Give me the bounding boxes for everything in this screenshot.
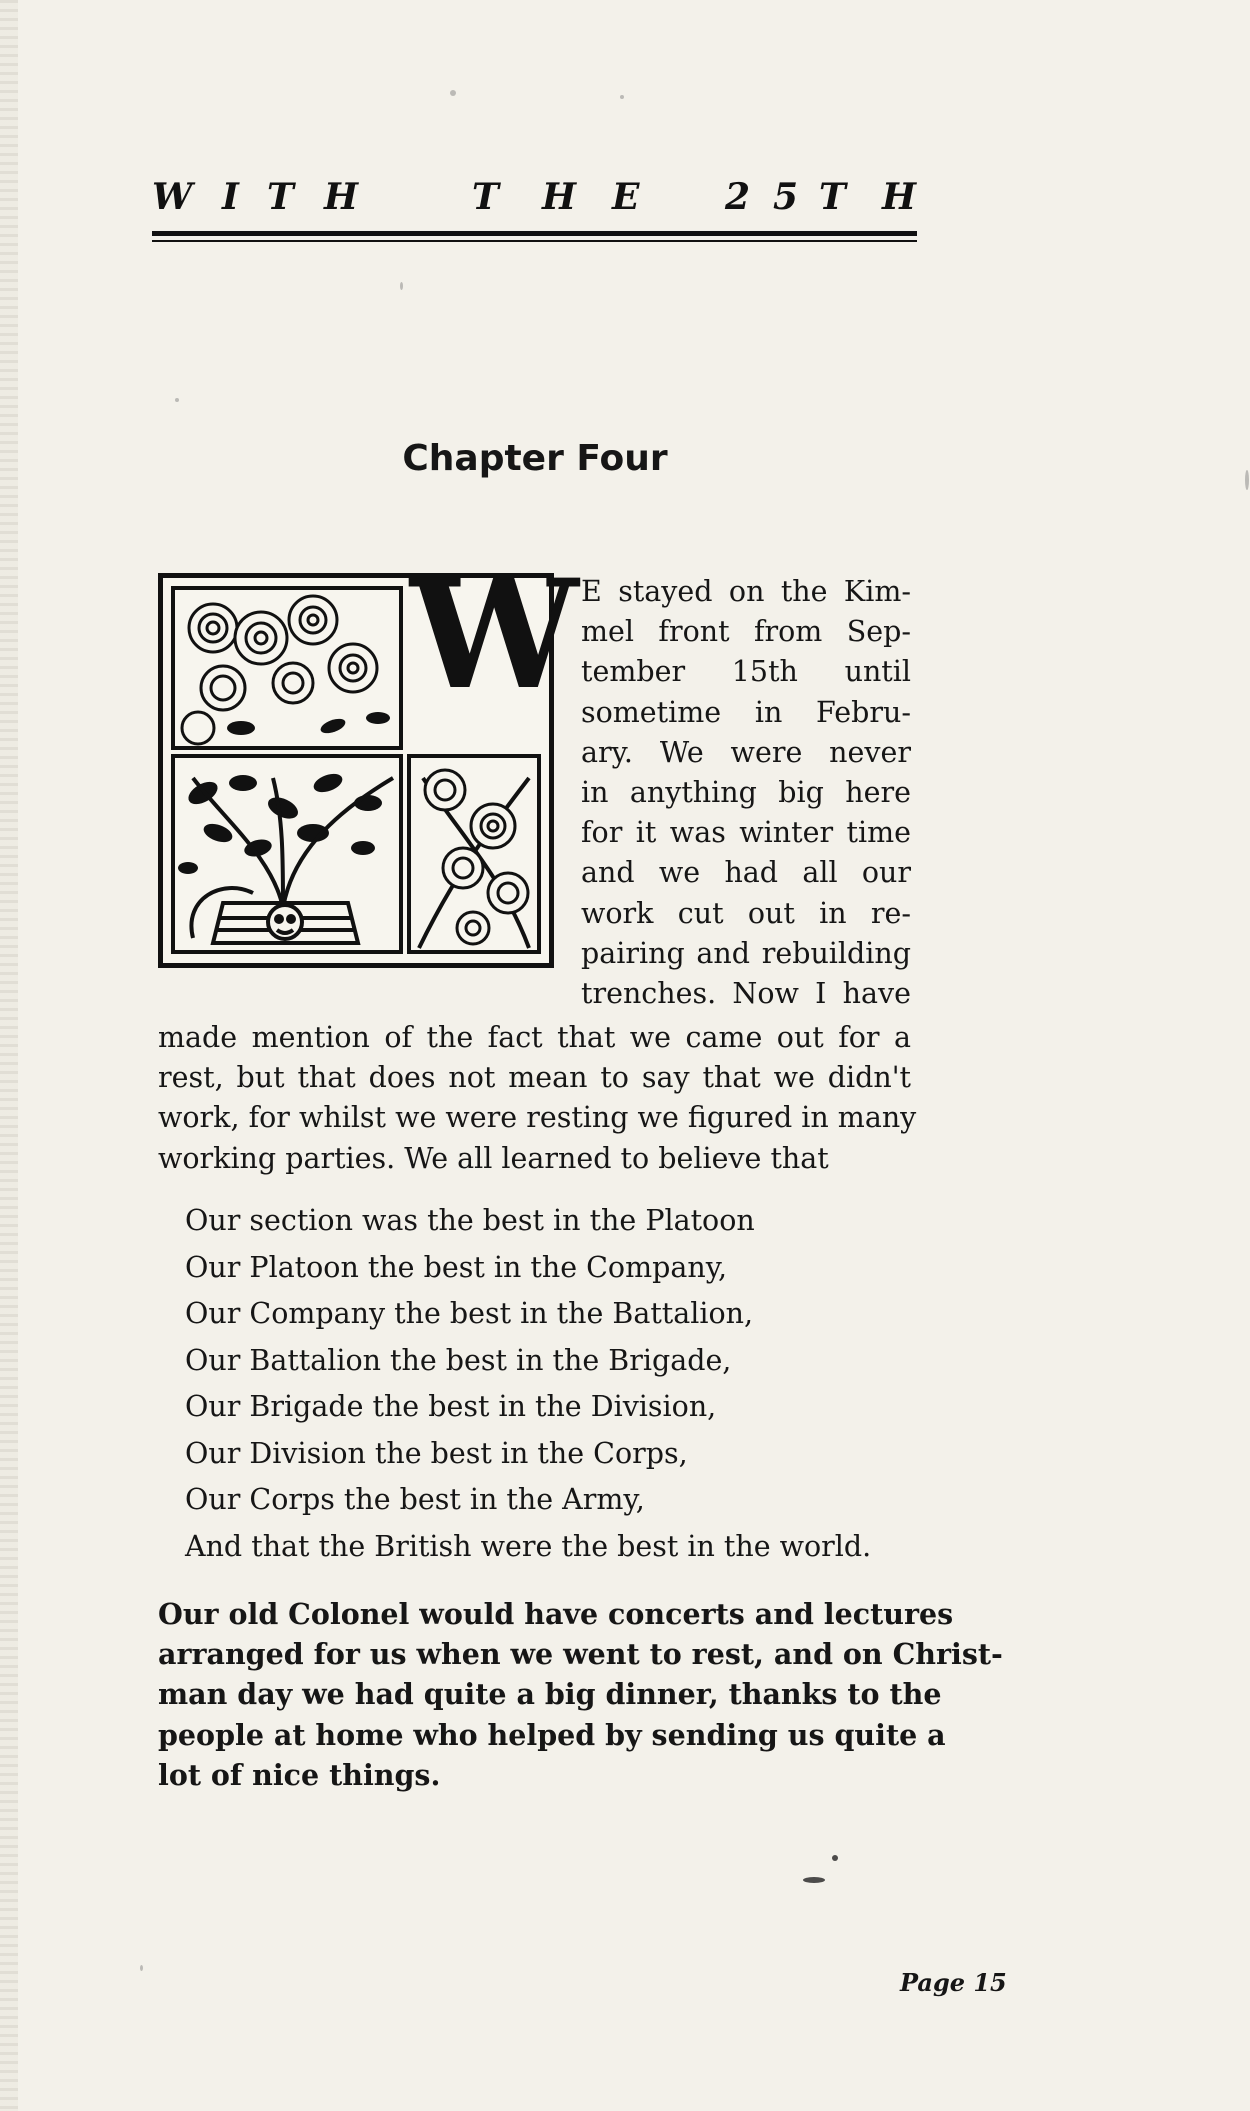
running-head-letter: H bbox=[882, 176, 917, 218]
text-line: rest, but that does not mean to say that we didn't bbox=[158, 1061, 911, 1095]
closing-paragraph bbox=[158, 1594, 1003, 1795]
verse-line: Our Company the best in the Battalion, bbox=[185, 1297, 754, 1330]
running-head-letter: I bbox=[222, 176, 239, 218]
paper-speck bbox=[803, 1877, 825, 1883]
text-line: sometime in Febru- bbox=[581, 695, 911, 729]
text-line: and we had all our bbox=[581, 856, 911, 890]
text-line: work cut out in re- bbox=[581, 896, 911, 930]
verse-line: Our section was the best in the Platoon bbox=[185, 1204, 755, 1237]
text-line: ary. We were never bbox=[581, 735, 911, 769]
text-line: work, for whilst we were resting we figured in many bbox=[158, 1101, 917, 1135]
verse-line: Our Platoon the best in the Company, bbox=[185, 1250, 728, 1284]
text-line: arranged for us when we went to rest, and on Christ- bbox=[158, 1637, 1003, 1672]
text-line: man day we had quite a big dinner, thanks to the bbox=[158, 1677, 942, 1712]
running-head-letter: W bbox=[152, 176, 193, 218]
text-line: made mention of the fact that we came out for a bbox=[158, 1021, 911, 1054]
text-line: tember 15th until bbox=[581, 655, 911, 689]
running-head-letter: 2 bbox=[725, 176, 751, 218]
paper-speck bbox=[832, 1855, 838, 1861]
running-head-letter: T bbox=[267, 176, 294, 218]
verse-line: Our Corps the best in the Army, bbox=[185, 1483, 645, 1516]
verse-line: And that the British were the best in the world. bbox=[185, 1529, 872, 1563]
paper-speck bbox=[400, 282, 403, 290]
text-line: in anything big here bbox=[581, 776, 911, 810]
text-line: Our old Colonel would have concerts and lectures bbox=[158, 1597, 954, 1631]
header-rule-thick bbox=[152, 231, 917, 236]
running-head-letter: H bbox=[324, 176, 359, 218]
page-binding-edge bbox=[0, 0, 18, 2111]
text-line: mel front from Sep- bbox=[581, 615, 911, 649]
running-head bbox=[152, 176, 917, 224]
text-line: pairing and rebuilding bbox=[581, 936, 911, 970]
text-line: for it was winter time bbox=[581, 816, 911, 850]
drop-cap-letter: W bbox=[410, 547, 579, 723]
intro-paragraph bbox=[581, 572, 911, 1014]
header-rule-thin bbox=[152, 240, 917, 242]
verse-line: Our Battalion the best in the Brigade, bbox=[185, 1343, 732, 1377]
chapter-title: Chapter Four bbox=[402, 438, 668, 479]
running-head-letter: H bbox=[542, 176, 577, 218]
paper-speck bbox=[175, 398, 179, 402]
text-line: lot of nice things. bbox=[158, 1757, 441, 1792]
text-line: E stayed on the Kim- bbox=[581, 575, 911, 608]
intro-paragraph-continued bbox=[158, 1018, 917, 1179]
text-line: working parties. We all learned to believe that bbox=[158, 1141, 829, 1175]
running-head-letter: 5 bbox=[773, 176, 799, 218]
text-line: trenches. Now I have bbox=[581, 977, 911, 1011]
verse-list bbox=[185, 1198, 925, 1570]
running-head-letter: E bbox=[612, 176, 640, 218]
verse-line: Our Division the best in the Corps, bbox=[185, 1436, 688, 1470]
page-number: Page 15 bbox=[900, 1968, 1007, 1997]
paper-speck bbox=[450, 90, 456, 96]
verse-line: Our Brigade the best in the Division, bbox=[185, 1390, 717, 1423]
running-head-letter: T bbox=[819, 176, 846, 218]
text-line: people at home who helped by sending us quite a bbox=[158, 1717, 946, 1752]
running-head-letter: T bbox=[472, 176, 499, 218]
paper-speck bbox=[1245, 470, 1249, 490]
paper-speck bbox=[620, 95, 624, 99]
paper-speck bbox=[140, 1965, 143, 1971]
